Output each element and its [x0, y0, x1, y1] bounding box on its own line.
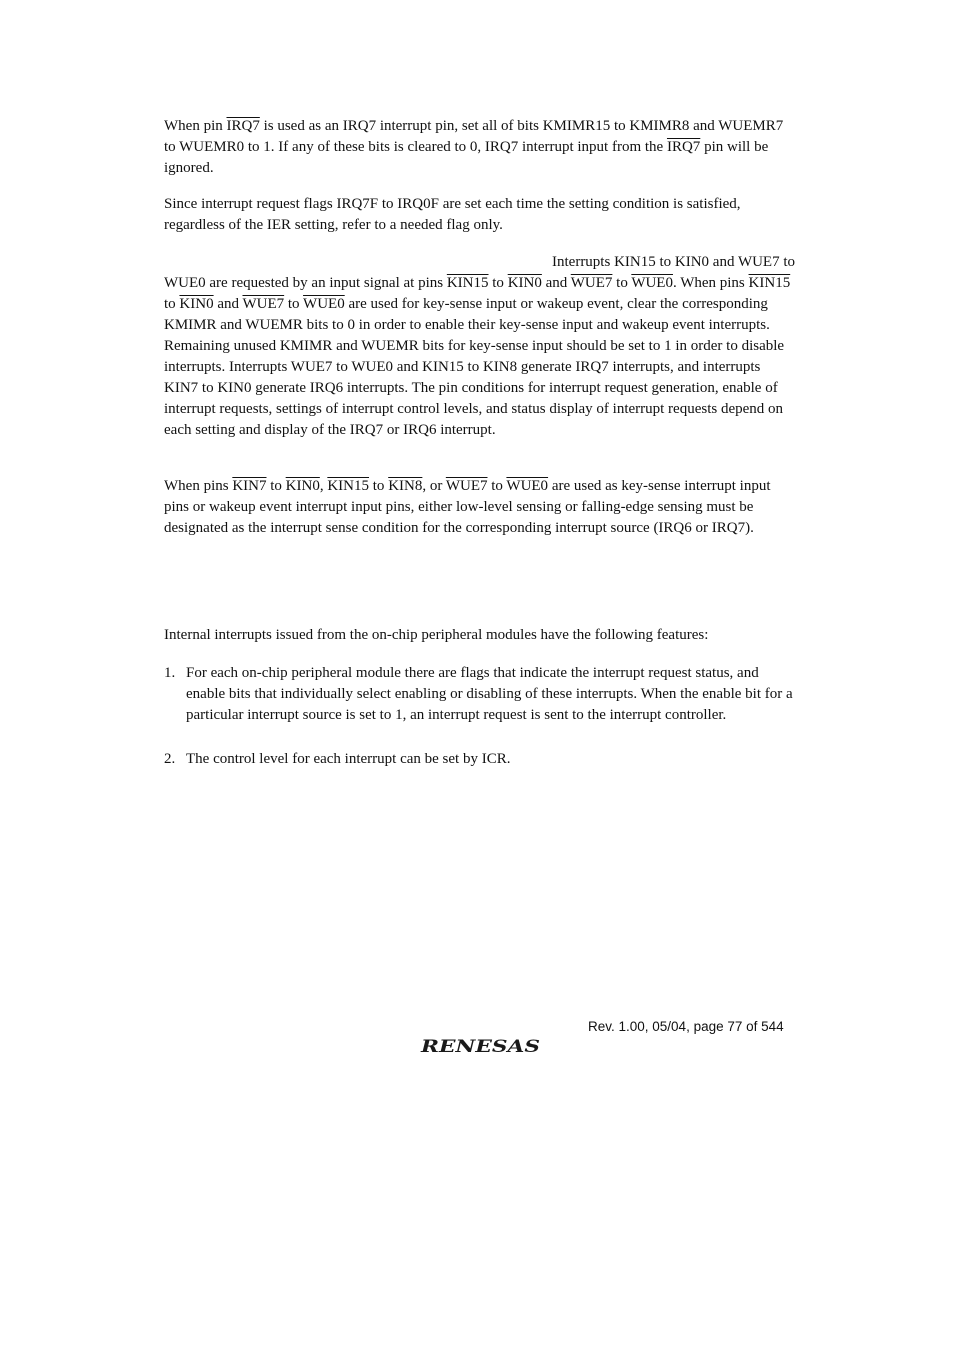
overlined-pin-name: KIN15	[446, 275, 489, 291]
overlined-pin-name: IRQ7	[226, 118, 260, 134]
text-run: to	[369, 478, 389, 494]
text-run: , or	[422, 478, 446, 494]
overlined-pin-name: KIN7	[232, 478, 267, 494]
text-run: to	[284, 296, 304, 312]
overlined-pin-name: KIN0	[285, 478, 320, 494]
text-run: to	[487, 478, 507, 494]
overlined-pin-name: WUE7	[570, 275, 613, 291]
text-run: ,	[319, 478, 328, 494]
text-run: pin will be ignored.	[164, 139, 769, 176]
text-run: to	[488, 275, 508, 291]
overlined-pin-name: WUE0	[506, 478, 549, 494]
overlined-pin-name: WUE0	[303, 296, 345, 312]
list-item-text: The control level for each interrupt can be set by ICR.	[186, 751, 511, 767]
list-item-text: For each on-chip peripheral module there are flags that indicate the interrupt request status, and enable bits that individually select enabling or disabling of these interrupts. When the enable bit for a particular interrupt source is set to 1, an interrupt request is sent to the interrupt controller.	[186, 665, 793, 723]
text-run: and	[541, 275, 571, 291]
overlined-pin-name: KIN15	[327, 478, 370, 494]
text-run: is used as an IRQ7 interrupt pin, set all of bits KMIMR15 to KMIMR8 and WUEMR7 to WUEMR0 to 1. If any of these bits is cleared to 0, IRQ7 interrupt input from the	[164, 118, 784, 155]
paragraph-irq7-pin	[164, 116, 798, 179]
overlined-pin-name: WUE0	[631, 275, 673, 291]
text-run: and	[213, 296, 243, 312]
paragraph-key-sense-pins	[164, 476, 798, 539]
paragraph-internal-interrupts: Internal interrupts issued from the on-chip peripheral modules have the following features:	[164, 627, 709, 643]
logo-text: RENESAS	[420, 1037, 540, 1056]
text-run: When pin	[164, 118, 227, 134]
paragraph-kin-wue-interrupts	[164, 252, 798, 441]
text-run: to	[612, 275, 632, 291]
list-item-number: 2.	[164, 751, 176, 767]
text-run: Interrupts KIN15 to KIN0 and WUE7 to WUE0 are requested by an input signal at pins	[164, 254, 796, 291]
overlined-pin-name: WUE7	[242, 296, 285, 312]
text-run: When pins	[164, 478, 233, 494]
text-run: to	[164, 296, 180, 312]
list-item	[164, 663, 798, 747]
text-run: are used as key-sense interrupt input pins or wakeup event interrupt input pins, either low-level sensing or falling-edge sensing must be designated as the interrupt sense condition for the corresponding interrupt source (IRQ6 or IRQ7).	[164, 478, 771, 536]
page-footer-revision: Rev. 1.00, 05/04, page 77 of 544	[588, 1019, 784, 1034]
text-run: to	[266, 478, 286, 494]
overlined-pin-name: WUE7	[445, 478, 488, 494]
overlined-pin-name: KIN8	[388, 478, 423, 494]
overlined-pin-name: KIN15	[748, 275, 791, 291]
overlined-pin-name: KIN0	[179, 296, 214, 312]
paragraph-interrupt-flags: Since interrupt request flags IRQ7F to IRQ0F are set each time the setting condition is satisfied, regardless of the IER setting, refer to a needed flag only.	[164, 196, 741, 233]
overlined-pin-name: KIN0	[507, 275, 542, 291]
renesas-logo	[420, 1036, 542, 1056]
overlined-pin-name: IRQ7	[666, 139, 701, 155]
list-item-number: 1.	[164, 665, 176, 681]
text-run: are used for key-sense input or wakeup event, clear the corresponding KMIMR and WUEMR bits to 0 in order to enable their key-sense input and wakeup event interrupts. Remaining unused KMIMR and WUEMR bits for key-sense input should be set to 1 in order to disable interrupts. Interrupts WUE7 to WUE0 and KIN15 to KIN8 generate IRQ7 interrupts, and interrupts KIN7 to KIN0 generate IRQ6 interrupts. The pin conditions for interrupt request generation, enable of interrupt requests, settings of interrupt control levels, and status display of interrupt requests depend on each setting and display of the IRQ7 or IRQ6 interrupt.	[164, 296, 785, 438]
text-run: . When pins	[672, 275, 749, 291]
list-item	[164, 749, 798, 770]
